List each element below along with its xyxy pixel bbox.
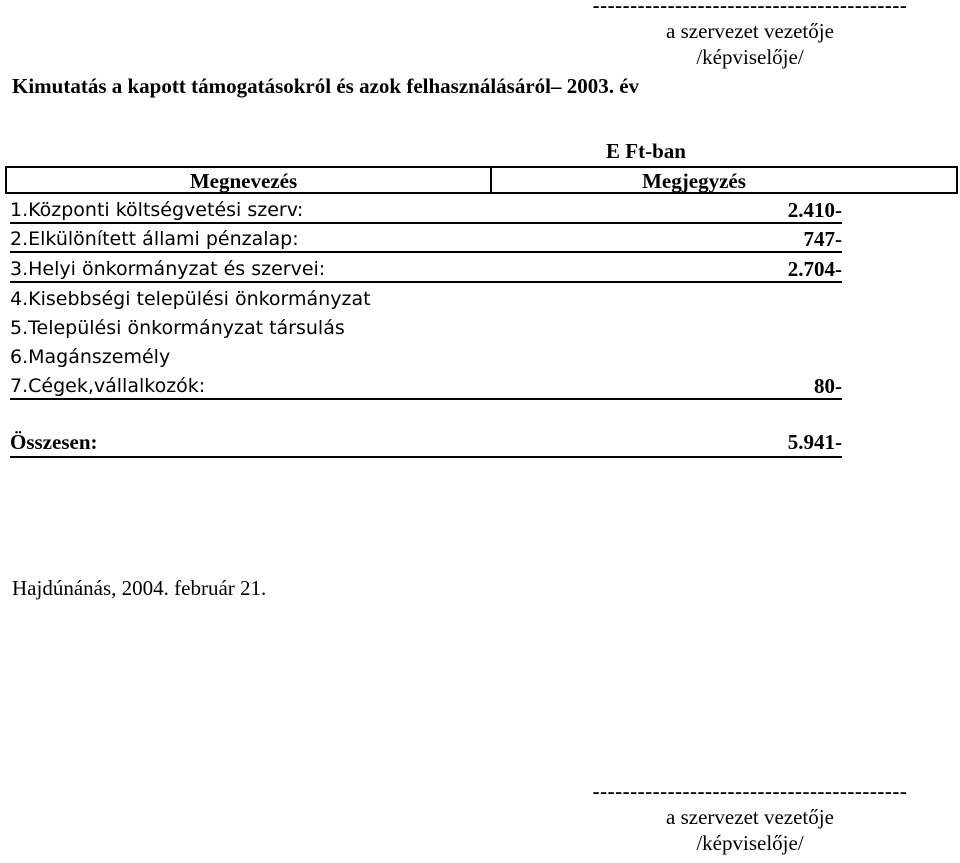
signature-role-alt: /képviselője/ — [696, 45, 804, 69]
row-label: 4.Kisebbségi települési önkormányzat — [10, 288, 371, 310]
table-row — [10, 313, 842, 340]
row-value: 2.410- — [787, 198, 842, 222]
signature-block-bottom — [560, 778, 940, 856]
signature-block-top — [560, 0, 940, 70]
document-title: Kimutatás a kapott támogatásokról és azok felhasználásáról– 2003. év — [12, 74, 640, 98]
total-value: 5.941- — [787, 430, 842, 454]
total-label: Összesen: — [10, 430, 98, 454]
signature-line: ------------------------------------------ — [592, 0, 908, 17]
total-row — [10, 428, 842, 458]
signature-role: a szervezet vezetője — [666, 19, 834, 43]
table-row — [10, 371, 842, 400]
row-label: 6.Magánszemély — [10, 346, 171, 368]
row-label: 3.Helyi önkormányzat és szervei: — [10, 258, 326, 280]
table-row — [10, 342, 842, 369]
table-row — [10, 254, 842, 283]
header-megjegyzes: Megjegyzés — [642, 169, 746, 193]
table-row — [10, 195, 842, 224]
unit-label: E Ft-ban — [606, 139, 686, 163]
signature-role: a szervezet vezetője — [666, 805, 834, 829]
place-date: Hajdúnánás, 2004. február 21. — [12, 576, 267, 600]
row-value: 80- — [814, 374, 842, 398]
row-value: 2.704- — [787, 257, 842, 281]
row-label: 5.Települési önkormányzat társulás — [10, 317, 345, 339]
signature-line: ------------------------------------------ — [592, 779, 908, 803]
table-header — [5, 166, 958, 194]
table-row — [10, 224, 842, 253]
row-label: 2.Elkülönített állami pénzalap: — [10, 228, 299, 250]
row-label: 7.Cégek,vállalkozók: — [10, 375, 206, 397]
table-row — [10, 284, 842, 311]
row-label: 1.Központi költségvetési szerv: — [10, 199, 304, 221]
header-megnevezes: Megnevezés — [7, 168, 492, 192]
row-value: 747- — [803, 227, 842, 251]
signature-role-alt: /képviselője/ — [696, 831, 804, 855]
